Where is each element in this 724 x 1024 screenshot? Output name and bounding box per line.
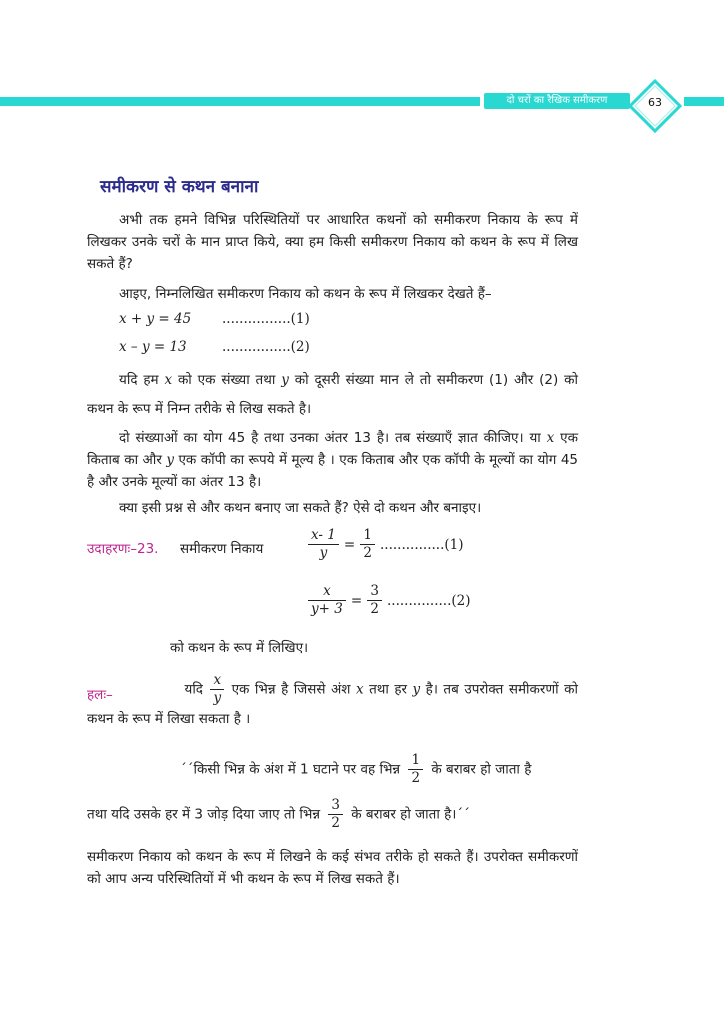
solution-text-b: एक भिन्न है जिससे अंश bbox=[231, 681, 351, 698]
fraction-denominator: 2 bbox=[411, 770, 421, 786]
fraction-numerator: 3 bbox=[367, 583, 382, 601]
statement-1-text: ´´किसी भिन्न के अंश में 1 घटाने पर वह भिन्न bbox=[180, 761, 401, 778]
example-equation-2 bbox=[308, 583, 471, 618]
example-instruction: को कथन के रूप में लिखिए। bbox=[170, 640, 309, 656]
solution-var-x: x bbox=[355, 681, 364, 698]
equals-sign: = bbox=[350, 593, 363, 609]
section-heading: समीकरण से कथन बनाना bbox=[100, 177, 259, 197]
p4-text-c: एक कॉपी का रूपये में मूल्य है । एक किताब और एक कॉपी के मूल्यों का योग 45 है और उनके मूल्यों का अंतर 13 है। bbox=[87, 452, 579, 490]
paragraph-question: क्या इसी प्रश्न से और कथन बनाए जा सकते हैं? ऐसे दो कथन और बनाइए। bbox=[119, 500, 482, 516]
p4-text-a: दो संख्याओं का योग 45 है तथा उनका अंतर 13 है। तब संख्याएँ ज्ञात कीजिए। या bbox=[119, 430, 541, 446]
fraction-numerator: 1 bbox=[408, 752, 423, 770]
fraction-numerator: 1 bbox=[360, 527, 375, 545]
equation-2-number: ................(2) bbox=[222, 339, 310, 355]
solution-label: हलः– bbox=[87, 687, 113, 703]
paragraph-lead: आइए, निम्नलिखित समीकरण निकाय को कथन के रूप में लिखकर देखते हैं– bbox=[119, 286, 492, 302]
p3-text-b: को एक संख्या तथा bbox=[177, 372, 276, 388]
p3-var-y: y bbox=[281, 372, 289, 388]
example-equation-1 bbox=[308, 527, 464, 562]
statement-2-text: तथा यदि उसके हर में 3 जोड़ दिया जाए तो भिन्न bbox=[87, 806, 321, 823]
p3-var-x: x bbox=[164, 372, 173, 388]
p3-text-c: को दूसरी संख्या मान ले तो समीकरण (1) और (2) को कथन के रूप में निम्न तरीके से लिख सकते है। bbox=[87, 372, 578, 417]
paragraph-statements bbox=[87, 427, 578, 493]
fraction-denominator: y+ 3 bbox=[311, 601, 343, 617]
solution-text-c: तथा हर bbox=[369, 681, 408, 698]
equation-1-number: ................(1) bbox=[222, 311, 310, 327]
statement-1-tail: के बराबर हो जाता है bbox=[431, 761, 532, 778]
statement-line-2 bbox=[87, 797, 578, 832]
fraction bbox=[210, 672, 224, 707]
equation-number: ...............(2) bbox=[387, 593, 471, 609]
fraction-numerator: x bbox=[308, 583, 346, 601]
fraction-denominator: 2 bbox=[331, 815, 340, 831]
equals-sign: = bbox=[343, 537, 356, 553]
statement-2-tail: के बराबर हो जाता है।´´ bbox=[351, 806, 470, 823]
header-accent-bar bbox=[0, 97, 480, 106]
solution-text bbox=[87, 672, 578, 731]
fraction bbox=[308, 527, 339, 562]
fraction-denominator: 2 bbox=[370, 601, 379, 617]
p4-var-y: y bbox=[166, 452, 174, 468]
header-accent-bar-right bbox=[684, 97, 724, 106]
equation-1: x + y = 45 bbox=[119, 311, 192, 327]
equation-number: ...............(1) bbox=[380, 537, 464, 553]
chapter-title: दो चरों का रैखिक समीकरण bbox=[484, 93, 630, 109]
fraction-numerator: 3 bbox=[328, 797, 343, 815]
fraction bbox=[328, 797, 343, 832]
page-number: 63 bbox=[648, 96, 662, 109]
p4-var-x: x bbox=[546, 430, 555, 446]
fraction bbox=[360, 527, 375, 562]
fraction-denominator: y bbox=[319, 545, 328, 561]
solution-text-a: यदि bbox=[184, 681, 203, 698]
statement-line-1 bbox=[180, 752, 580, 787]
solution-text-d: है। तब उपरोक्त समीकरणों को कथन के रूप में लिखा सकता है । bbox=[87, 681, 579, 727]
equation-2: x – y = 13 bbox=[119, 339, 187, 355]
fraction-numerator: x bbox=[210, 672, 224, 690]
paragraph-intro: अभी तक हमने विभिन्न परिस्थितियों पर आधारित कथनों को समीकरण निकाय के रूप में लिखकर उनके चरों के मान प्राप्त किये, क्या हम किसी समीकरण निकाय को कथन के रूप में लिख सकते हैं? bbox=[87, 212, 578, 272]
paragraph-assumption bbox=[87, 366, 578, 424]
solution-var-y: y bbox=[412, 681, 421, 698]
fraction bbox=[308, 583, 346, 618]
p3-text-a: यदि हम bbox=[119, 372, 159, 388]
fraction bbox=[367, 583, 382, 618]
example-label: उदाहरणः–23. bbox=[87, 541, 159, 557]
p4-text-b: एक किताब का और bbox=[87, 430, 579, 468]
fraction bbox=[408, 752, 423, 787]
fraction-numerator: x- 1 bbox=[308, 527, 339, 545]
fraction-denominator: y bbox=[213, 690, 222, 706]
fraction-denominator: 2 bbox=[363, 545, 372, 561]
example-text: समीकरण निकाय bbox=[180, 541, 264, 557]
paragraph-conclusion: समीकरण निकाय को कथन के रूप में लिखने के कई संभव तरीके हो सकते हैं। उपरोक्त समीकरणों को आप अन्य परिस्थितियों में भी कथन के रूप में लिख सकते हैं। bbox=[87, 849, 578, 887]
